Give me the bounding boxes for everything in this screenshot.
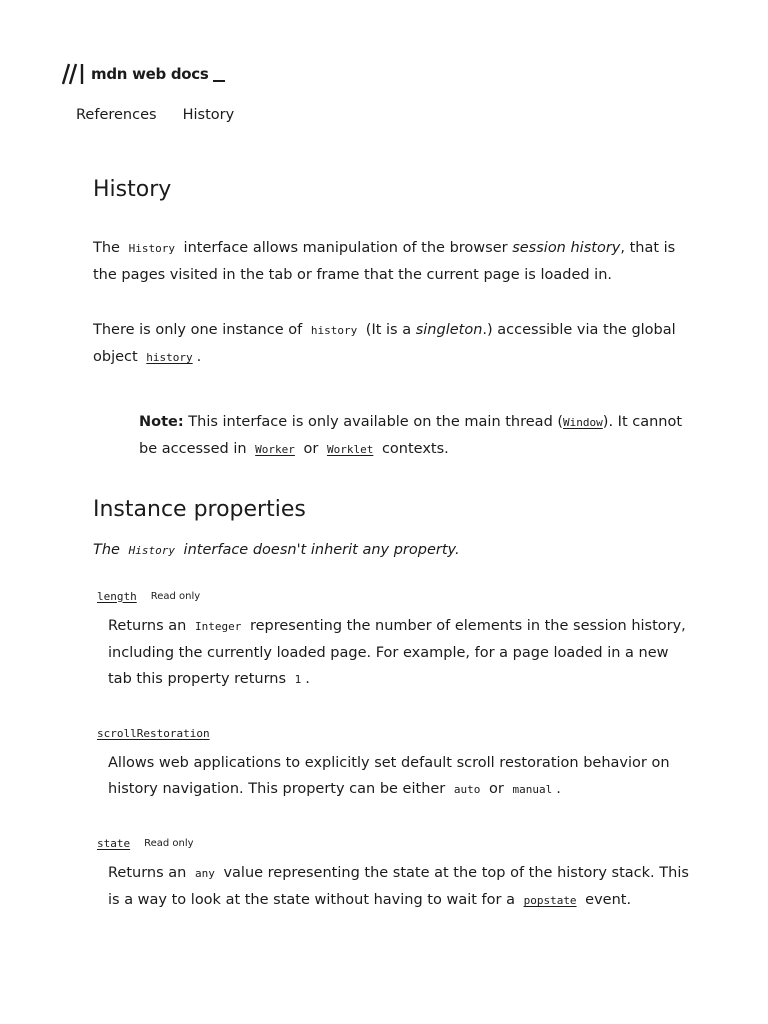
state-description: Returns an any value representing the state at the top of the history stack. This is a way to look at the state without having to wait for a popstate event. <box>108 865 689 908</box>
inherit-note: The History interface doesn't inherit any property. <box>93 542 460 558</box>
logo-cursor <box>213 80 225 82</box>
page-title: History <box>93 177 172 202</box>
window-link[interactable]: Window <box>563 416 603 429</box>
length-link[interactable]: length <box>97 589 137 603</box>
scroll-restoration-link[interactable]: scrollRestoration <box>97 726 210 740</box>
integer-code: Integer <box>194 620 242 633</box>
session-history-term: session history <box>512 240 621 256</box>
state-link[interactable]: state <box>97 836 131 850</box>
breadcrumb-references[interactable]: References <box>76 107 157 123</box>
any-code: any <box>194 867 215 880</box>
intro-paragraph-2: There is only one instance of history (It is a singleton.) accessible via the global object history . <box>93 322 676 365</box>
readonly-badge: Read only <box>150 590 201 602</box>
worklet-link[interactable]: Worklet <box>326 443 374 456</box>
mdn-logo[interactable] <box>62 62 225 86</box>
scroll-restoration-description: Allows web applications to explicitly set default scroll restoration behavior on history navigation. This property can be either auto or manual . <box>108 755 670 797</box>
readonly-badge: Read only <box>144 837 194 849</box>
history-code: History <box>128 242 175 255</box>
history-global-link[interactable]: history <box>146 351 193 364</box>
property-length <box>97 586 695 606</box>
intro-paragraph-1: The History interface allows manipulation of the browser session history, that is the pages visited in the tab or frame that the current page is loaded in. <box>93 240 676 283</box>
one-code: 1 <box>294 673 302 686</box>
property-scroll-restoration <box>97 723 695 743</box>
worker-link[interactable]: Worker <box>255 443 295 456</box>
breadcrumb <box>76 107 260 123</box>
auto-code: auto <box>453 783 481 796</box>
note-label: Note: <box>139 414 184 430</box>
singleton-term: singleton <box>415 322 483 338</box>
instance-properties-heading: Instance properties <box>93 497 306 522</box>
history-code-inherit: History <box>128 544 175 557</box>
note-callout: Note: This interface is only available on the main thread (Window). It cannot be accessed in Worker or Worklet contexts. <box>139 414 683 457</box>
length-description: Returns an Integer representing the number of elements in the session history, including the currently loaded page. For example, for a page loaded in a new tab this property returns 1 . <box>108 618 686 687</box>
mdn-logo-icon <box>62 63 86 85</box>
popstate-link[interactable]: popstate <box>523 894 577 907</box>
manual-code: manual <box>512 783 553 796</box>
breadcrumb-history[interactable]: History <box>182 107 235 123</box>
history-instance-code: history <box>310 324 358 337</box>
article <box>93 175 695 914</box>
logo-text: mdn web docs <box>91 65 209 83</box>
property-state <box>97 833 695 853</box>
